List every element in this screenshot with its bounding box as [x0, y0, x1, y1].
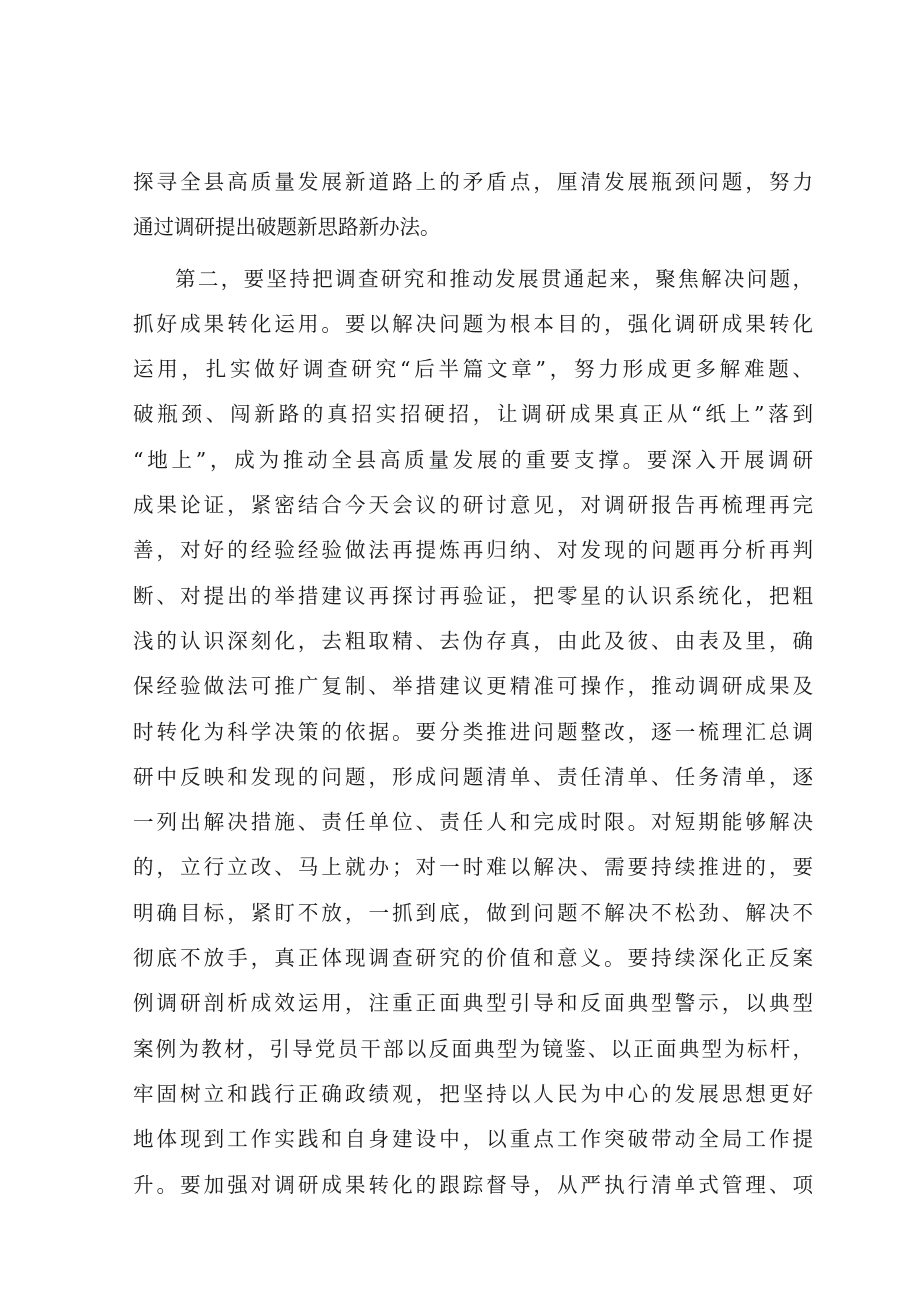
- text-line: 成果论证，紧密结合今天会议的研讨意见，对调研报告再梳理再完: [133, 493, 813, 518]
- text-line: 彻底不放手，真正体现调查研究的价值和意义。要持续深化正反案: [133, 946, 813, 971]
- paragraph-2: [133, 257, 813, 1208]
- text-line: 一列出解决措施、责任单位、责任人和完成时限。对短期能够解决: [133, 810, 813, 835]
- text-line: 明确目标，紧盯不放，一抓到底，做到问题不解决不松劲、解决不: [133, 900, 813, 925]
- text-line: 善，对好的经验经验做法再提炼再归纳、对发现的问题再分析再判: [133, 538, 813, 563]
- text-line: 牢固树立和践行正确政绩观，把坚持以人民为中心的发展思想更好: [133, 1081, 813, 1106]
- text-line: 破瓶颈、闯新路的真招实招硬招，让调研成果真正从“纸上”落到: [133, 402, 813, 427]
- text-line: 时转化为科学决策的依据。要分类推进问题整改，逐一梳理汇总调: [133, 719, 813, 744]
- text-line: 的，立行立改、马上就办；对一时难以解决、需要持续推进的，要: [133, 855, 813, 880]
- text-line: 通过调研提出破题新思路新办法。: [133, 215, 441, 240]
- paragraph-1: [133, 160, 813, 251]
- text-line: 探寻全县高质量发展新道路上的矛盾点，厘清发展瓶颈问题，努力: [133, 170, 813, 194]
- text-line: 保经验做法可推广复制、举措建议更精准可操作，推动调研成果及: [133, 674, 813, 699]
- text-line: 运用，扎实做好调查研究“后半篇文章”，努力形成更多解难题、: [133, 357, 813, 382]
- text-line: 第二，要坚持把调查研究和推动发展贯通起来，聚焦解决问题，: [175, 266, 813, 291]
- body-text: [133, 160, 813, 1208]
- text-line: 浅的认识深刻化，去粗取精、去伪存真，由此及彼、由表及里，确: [133, 628, 813, 653]
- text-line: 地体现到工作实践和自身建设中，以重点工作突破带动全局工作提: [133, 1127, 813, 1152]
- text-line: 案例为教材，引导党员干部以反面典型为镜鉴、以正面典型为标杆，: [133, 1036, 813, 1061]
- text-line: 抓好成果转化运用。要以解决问题为根本目的，强化调研成果转化: [133, 311, 813, 336]
- text-line: 断、对提出的举措建议再探讨再验证，把零星的认识系统化，把粗: [133, 583, 813, 608]
- text-line: 升。要加强对调研成果转化的跟踪督导，从严执行清单式管理、项: [133, 1172, 813, 1197]
- text-line: 例调研剖析成效运用，注重正面典型引导和反面典型警示，以典型: [133, 991, 813, 1016]
- text-line: “地上”，成为推动全县高质量发展的重要支撑。要深入开展调研: [133, 447, 813, 472]
- text-line: 研中反映和发现的问题，形成问题清单、责任清单、任务清单，逐: [133, 764, 813, 789]
